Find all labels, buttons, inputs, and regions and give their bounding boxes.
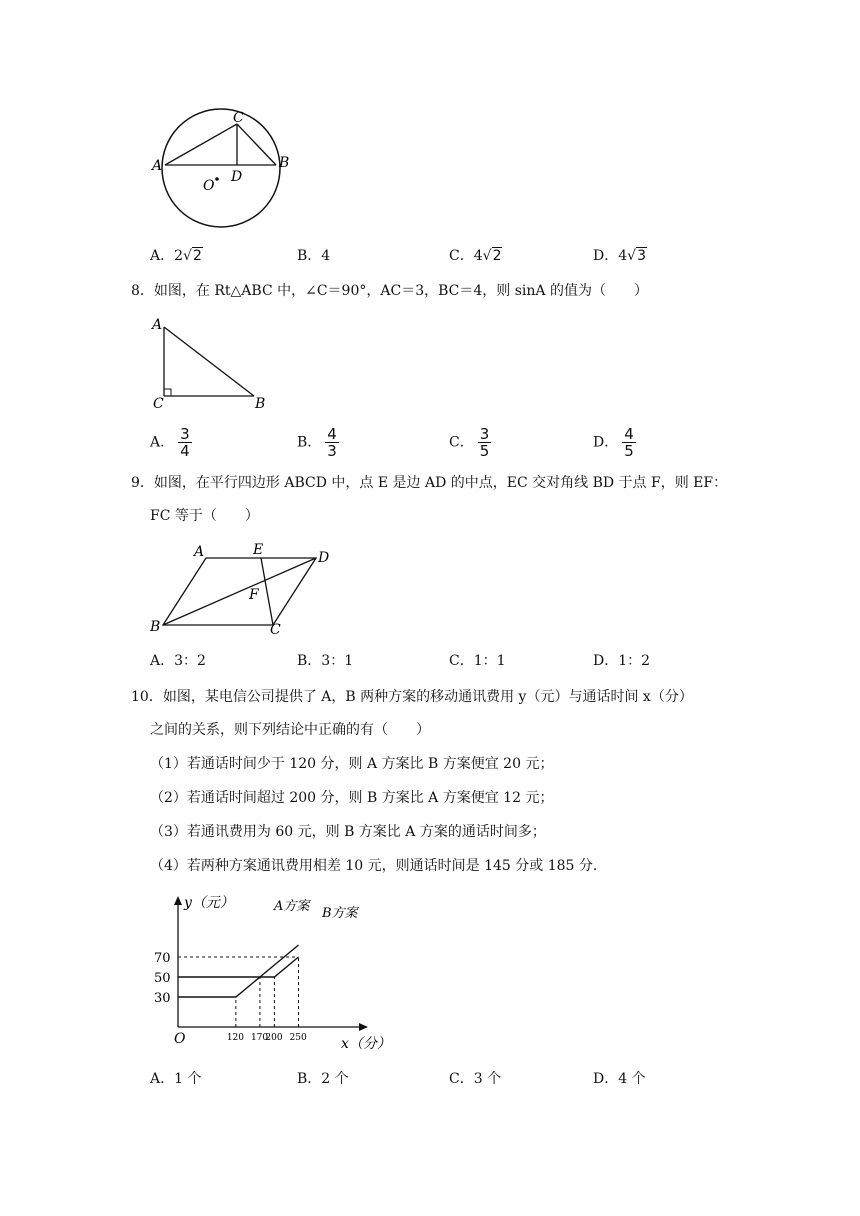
origin-label: O	[174, 1031, 186, 1047]
q10-cost-chart	[148, 888, 398, 1056]
q10-statement-4: （4）若两种方案通讯费用相差 10 元，则通话时间是 145 分或 185 分．	[150, 858, 607, 874]
x-axis-arrow	[359, 1023, 368, 1031]
q9-label-e: E	[253, 542, 264, 558]
q10-option-b: B．2 个	[297, 1071, 349, 1087]
q10-statement-2: （2）若通话时间超过 200 分，则 B 方案比 A 方案便宜 12 元；	[150, 790, 554, 806]
q10-option-c: C．3 个	[449, 1071, 502, 1087]
q8-option-b: B． $\frac{4}{3}$	[297, 425, 337, 460]
q9-label-f: F	[249, 587, 259, 603]
series-line-a	[178, 945, 299, 997]
q9-parallelogram-figure	[146, 538, 336, 638]
q7-label-b: B	[279, 155, 290, 171]
series-label-a: A方案	[274, 899, 310, 914]
x-tick-label: 200	[265, 1033, 283, 1043]
q9-label-b: B	[150, 619, 161, 635]
q9-label-a: A	[194, 544, 205, 560]
x-tick-label: 250	[289, 1033, 307, 1043]
q7-circle-figure	[148, 104, 293, 234]
y-axis-arrow	[174, 896, 182, 905]
q7-option-b: B．4	[297, 248, 331, 264]
q10-option-d: D．4 个	[593, 1071, 646, 1087]
series-label-b: B方案	[322, 906, 358, 921]
q10-stem-line2: 之间的关系，则下列结论中正确的有（ ）	[150, 722, 430, 738]
q8-option-c: C． $\frac{3}{5}$	[449, 425, 490, 460]
x-axis-label: x（分）	[341, 1036, 391, 1052]
q7-label-c: C	[233, 110, 244, 126]
q8-option-d: D． $\frac{4}{5}$	[593, 425, 634, 460]
q9-option-d: D．1：2	[593, 653, 651, 669]
q8-label-a: A	[152, 317, 163, 333]
q8-option-a: A． $\frac{3}{4}$	[150, 425, 190, 460]
q8-triangle-figure	[148, 312, 273, 412]
q9-label-c: C	[270, 622, 281, 638]
q9-stem-line1: 9．如图，在平行四边形 ABCD 中，点 E 是边 AD 的中点，EC 交对角线 BD 于点 F，则 EF：	[131, 475, 728, 491]
q7-label-o: O	[203, 178, 215, 194]
q8-label-c: C	[153, 396, 164, 412]
q10-option-a: A．1 个	[150, 1071, 202, 1087]
q9-option-a: A．3：2	[150, 653, 206, 669]
q9-option-c: C．1：1	[449, 653, 506, 669]
y-tick-label: 70	[154, 951, 171, 966]
x-tick-label: 170	[250, 1033, 269, 1043]
q9-option-b: B．3：1	[297, 653, 354, 669]
y-tick-label: 50	[154, 971, 171, 986]
q7-option-d: D．4√3	[593, 248, 646, 264]
q9-stem-line2: FC 等于（ ）	[150, 508, 259, 524]
q9-label-d: D	[318, 550, 330, 566]
q7-option-a: A．2√2	[150, 248, 202, 264]
y-tick-label: 30	[154, 991, 171, 1006]
q7-option-c: C．4√2	[449, 248, 502, 264]
q10-statement-3: （3）若通讯费用为 60 元，则 B 方案比 A 方案的通话时间多；	[150, 824, 546, 840]
q8-stem: 8．如图，在 Rt△ABC 中，∠C＝90°，AC＝3，BC＝4，则 sinA 的值为（ ）	[131, 283, 648, 299]
q10-stem-line1: 10．如图，某电信公司提供了 A，B 两种方案的移动通讯费用 y（元）与通话时间 x（分）	[131, 689, 693, 705]
q8-label-b: B	[255, 396, 266, 412]
q10-statement-1: （1）若通话时间少于 120 分，则 A 方案比 B 方案便宜 20 元；	[150, 756, 554, 772]
x-tick-label: 120	[226, 1033, 245, 1043]
y-axis-label: y（元）	[184, 895, 234, 911]
q7-label-a: A	[152, 158, 163, 174]
q7-label-d: D	[231, 169, 243, 185]
